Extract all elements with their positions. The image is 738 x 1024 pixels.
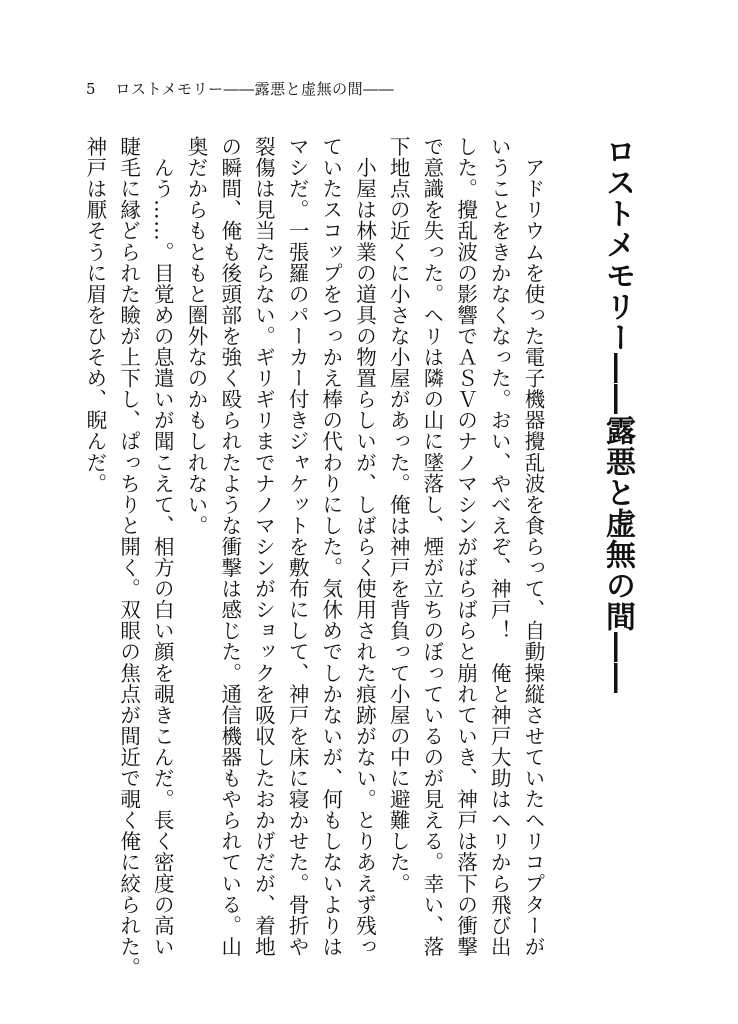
text-line: 神戸は厭そうに眉をひそめ、睨んだ。 [82,136,107,494]
text-line: 小屋は林業の道具の物置らしいが、しばらく使用された痕跡がない。とりあえず残っ [352,136,377,957]
text-line: で意識を失った。ヘリは隣の山に墜落し、煙が立ちのぼっているのが見える。幸い、落 [419,136,444,957]
text-line: 奥だからもともと圏外なのかもしれない。 [184,136,208,536]
running-header [86,78,394,99]
text-line: アドリウムを使った電子機器攪乱波を食らって、自動操縦させていたヘリコプターが [521,136,545,957]
text-line: ていたスコップをつっかえ棒の代わりにした。気休めでしかないが、何もしないよりは [318,136,343,957]
running-title: ロストメモリー――露悪と虚無の間―― [115,80,395,98]
chapter-title: ロストメモリー――露悪と虚無の間―― [600,136,635,694]
text-line: マシだ。一張羅のパーカー付きジャケットを敷布にして、神戸を床に寝かせた。骨折や [285,136,310,957]
text-line: 裂傷は見当たらない。ギリギリまでナノマシンがショックを吸収したおかげだが、着地 [251,136,276,957]
page-number: 5 [86,80,97,98]
text-line: した。攪乱波の影響でＡＳＶのナノマシンがばらばらと崩れていき、神戸は落下の衝撃 [453,136,478,957]
text-line: いうことをきかなくなった。おい、やべえぞ、神戸！ 俺と神戸大助はヘリから飛び出 [487,136,512,957]
text-line: の瞬間、俺も後頭部を強く殴られたような衝撃は感じた。通信機器もやられている。山 [217,136,242,957]
text-line: んう……。目覚めの息遣いが聞こえて、相方の白い顔を覗きこんだ。長く密度の高い [150,136,175,957]
text-line: 下地点の近くに小さな小屋があった。俺は神戸を背負って小屋の中に避難した。 [386,136,411,894]
text-line: 睫毛に縁どられた瞼が上下し、ぱっちりと開く。双眼の焦点が間近で覗く俺に絞られた。 [116,136,141,978]
